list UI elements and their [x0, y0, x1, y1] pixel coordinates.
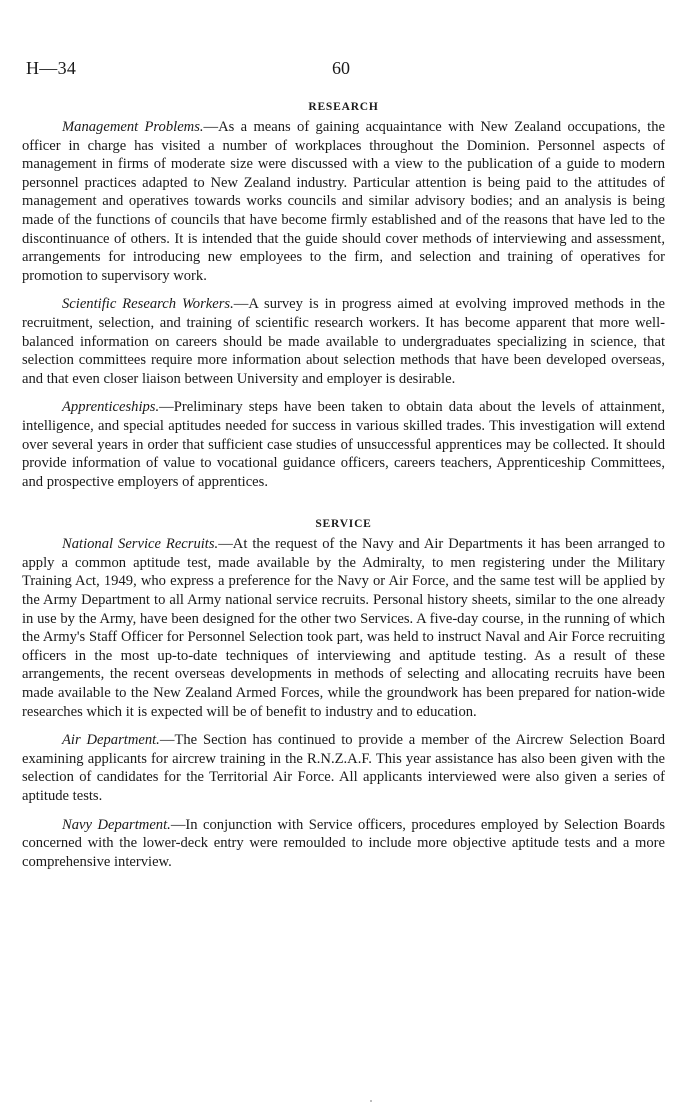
document-reference: H—34: [26, 58, 77, 78]
section-heading-research: RESEARCH: [308, 101, 379, 113]
paragraph-text: —As a means of gaining acquaintance with New Zealand occupations, the officer in charge has visited a number of workplaces throughout the Dominion. Personnel aspects of management in firms of moderate size were discussed with a view to the publication of a guide to modern personnel practices adapted to New Zealand industry. Particular attention is being paid to the attitudes of management and operatives towards works councils and similar advisory bodies; and an analysis is being made of the functions of councils that have become firmly established and of the reasons that have led to the discontinuance of others. It is intended that the guide should cover methods of interviewing and assessment, arrangements for introducing new employees to the firm, and selection and training of operatives for promotion to supervisory work.: [22, 119, 665, 284]
paragraph-text: —The Section has continued to provide a member of the Aircrew Selection Board examining applicants for aircrew training in the R.N.Z.A.F. This year assistance has also been given with the selection of candidates for the Territorial Air Force. All applicants interviewed were also given a series of aptitude tests.: [22, 732, 665, 804]
paragraph-lead: Apprenticeships.: [62, 399, 160, 416]
section-heading-service: SERVICE: [315, 518, 372, 531]
paragraph-text: —A survey is in progress aimed at evolving improved methods in the recruitment, selection, and training of scientific research workers. It has become apparent that more well-balanced information on careers should be made available to undergraduates specializing in science, that selection committees require more information about selection methods that have been developed overseas, and that even closer liaison between University and employer is desirable.: [22, 296, 665, 387]
paragraph-text: —In conjunction with Service officers, procedures employed by Selection Boards concerned with the lower-deck entry were remoulded to include more objective aptitude tests and a more comprehensive interview.: [22, 816, 666, 870]
paragraph-scientific-research-workers: [22, 295, 665, 388]
page-header: [22, 0, 665, 80]
paragraph-management-problems: [22, 118, 665, 285]
paragraph-text: —At the request of the Navy and Air Departments it has been arranged to apply a common aptitude test, made available by the Admiralty, to men registering under the Military Training Act, 1949, who express a preference for the Navy or Air Force, and the same test will be applied by the Army Department to all Army national service recruits. Personal history sheets, similar to the one already in use by the Army, have been designed for the other two Services. A five-day course, in the running of which the Army's Staff Officer for Personnel Selection took part, was held to instruct Naval and Air Force recruiting officers in the most up-to-date techniques of interviewing and aptitude testing. As a result of these arrangements, the recent overseas developments in methods of selecting and allocating recruits have been made available to the New Zealand Armed Forces, while the groundwork has been prepared for nation-wide researches which it is expected will be of benefit to industry and to education.: [22, 536, 665, 720]
document-page: [22, 0, 665, 881]
paragraph-air-department: [22, 731, 665, 805]
paragraph-navy-department: [22, 816, 665, 872]
paragraph-text: —Preliminary steps have been taken to obtain data about the levels of attainment, intelligence, and special aptitudes needed for success in various skilled trades. This investigation will extend over several years in order that sufficient case studies of unsuccessful apprentices may be collected. It should provide information of value to vocational guidance officers, careers teachers, Apprenticeship Committees, and prospective employers of apprentices.: [22, 399, 665, 490]
paragraph-lead: Scientific Research Workers.: [62, 296, 234, 313]
paragraph-national-service-recruits: [22, 535, 665, 721]
paragraph-apprenticeships: [22, 398, 665, 491]
print-speck: [370, 1100, 372, 1102]
paragraph-lead: Air Department.: [62, 732, 160, 749]
page-number: 60: [332, 58, 350, 78]
paragraph-lead: Management Problems.: [62, 119, 204, 135]
paragraph-lead: Navy Department.: [62, 816, 171, 833]
paragraph-lead: National Service Recruits.: [62, 536, 219, 553]
